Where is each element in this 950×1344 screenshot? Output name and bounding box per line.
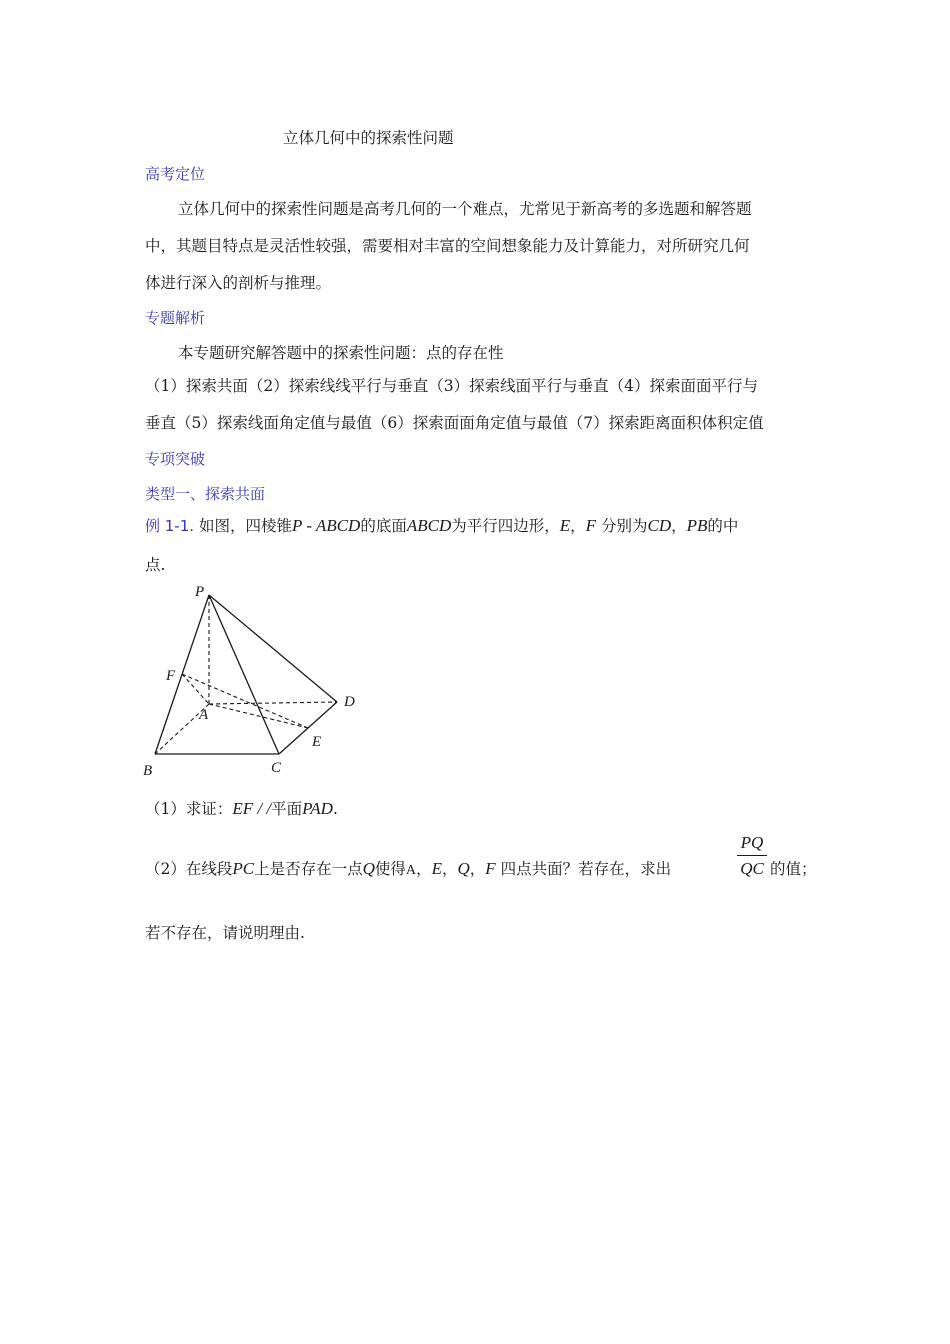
edge-ad — [209, 702, 337, 704]
question-2-suffix: 的值； — [770, 860, 817, 878]
example-label: 例 1-1. — [145, 517, 195, 535]
label-f: F — [166, 668, 176, 684]
question-1: （1）求证：EF / /平面PAD. — [145, 799, 338, 818]
section-heading-positioning: 高考定位 — [145, 165, 206, 183]
edge-pd — [209, 595, 337, 702]
paragraph-line: 立体几何中的探索性问题是高考几何的一个难点，尤常见于新高考的多选题和解答题 — [178, 200, 752, 218]
paragraph-line: 本专题研究解答题中的探索性问题：点的存在性 — [178, 344, 504, 362]
fraction-numerator: PQ — [740, 833, 764, 852]
type-heading: 类型一、探索共面 — [145, 485, 266, 503]
question-2-line-2: 若不存在，请说明理由. — [145, 924, 305, 942]
label-e: E — [312, 734, 322, 750]
label-b: B — [143, 763, 153, 779]
pyramid-figure — [140, 582, 370, 782]
section-heading-breakthrough: 专项突破 — [145, 450, 206, 468]
paragraph-line: （1）探索共面（2）探索线线平行与垂直（3）探索线面平行与垂直（4）探索面面平行与 — [145, 377, 758, 395]
segment-fa — [182, 674, 209, 704]
example-line: 例 1-1. 如图，四棱锥P - ABCD的底面ABCD为平行四边形，E，F 分别为CD，PB的中 — [145, 516, 739, 535]
label-p: P — [195, 584, 205, 600]
paragraph-line: 垂直（5）探索线面角定值与最值（6）探索面面角定值与最值（7）探索距离面积体积定值 — [145, 414, 764, 432]
label-a: A — [199, 707, 209, 723]
label-c: C — [271, 760, 282, 776]
paragraph-line: 中，其题目特点是灵活性较强，需要相对丰富的空间想象能力及计算能力，对所研究几何 — [145, 237, 750, 255]
section-heading-analysis: 专题解析 — [145, 309, 206, 327]
paragraph-line: 体进行深入的剖析与推理。 — [145, 274, 332, 292]
example-line-2: 点. — [145, 556, 166, 574]
page-title: 立体几何中的探索性问题 — [283, 129, 454, 147]
fraction-denominator: QC — [740, 859, 764, 878]
fraction-pq-qc — [737, 833, 767, 879]
fraction-bar — [737, 855, 767, 856]
question-2: （2）在线段PC上是否存在一点Q使得A，E，Q，F 四点共面？若存在，求出 — [145, 859, 672, 878]
edge-pc — [209, 595, 279, 754]
label-d: D — [344, 694, 355, 710]
